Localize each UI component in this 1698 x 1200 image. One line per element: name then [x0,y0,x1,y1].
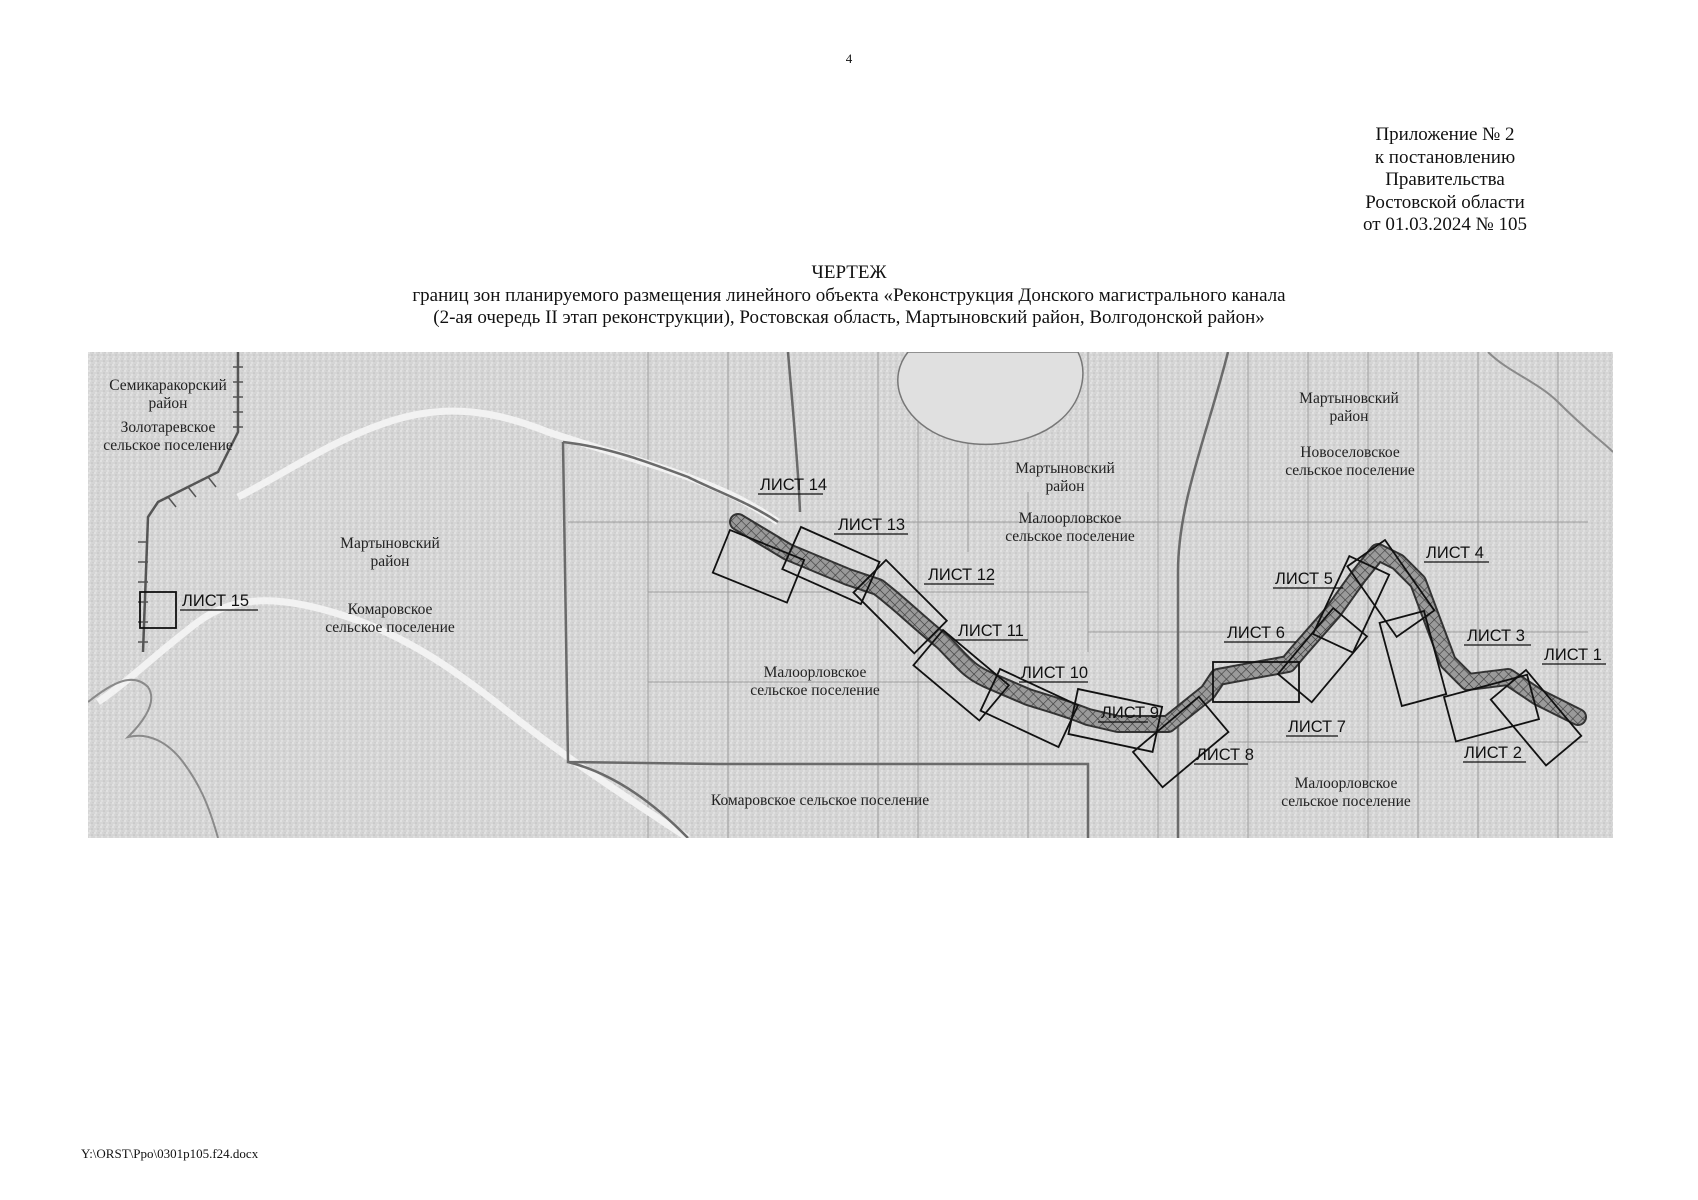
svg-text:сельское поселение [325,619,455,636]
area-label: Комаровское [347,601,433,618]
svg-text:Мартыновский [1015,460,1115,477]
sheet-label-8: ЛИСТ 8 [1196,746,1254,764]
svg-text:Малоорловское [764,664,867,681]
area-label: Малоорловское [1294,775,1398,792]
svg-text:сельское поселение [750,682,880,699]
appendix-line: к постановлению [1374,146,1516,168]
area-label: сельское поселение [325,619,455,636]
appendix-line: Приложение № 2 [1375,124,1515,145]
svg-text:Мартыновский [340,535,440,552]
svg-text:ЛИСТ 14 [760,476,827,494]
area-label: сельское поселение [1285,462,1415,479]
title-line: границ зон планируемого размещения линейного объекта «Реконструкция Донского магистрального канала [412,284,1286,306]
svg-text:Золотаревское [121,419,216,436]
title-line: (2-ая очередь II этап реконструкции), Ростовская область, Мартыновский район, Волгодонской район» [433,307,1265,328]
appendix-line: Ростовской области [1365,191,1525,213]
area-label: Малоорловское [1018,510,1122,527]
sheet-label-13: ЛИСТ 13 [838,516,906,534]
appendix-date: от 01.03.2024 № 105 [1363,214,1527,235]
area-label: Семикаракорский [109,377,227,394]
svg-text:сельское поселение [1281,793,1411,810]
area-label: Новоселовское [1300,444,1400,461]
sheet-label-4: ЛИСТ 4 [1426,544,1484,562]
area-label: сельское поселение [103,437,233,454]
svg-text:Комаровское сельское поселение [711,792,929,809]
appendix-block [1340,124,1550,237]
page-number: 4 [845,51,853,66]
svg-text:район [1330,408,1369,425]
area-label: Золотаревское [120,419,216,436]
appendix-line: Правительства [1385,169,1505,190]
svg-text:район [371,553,410,570]
area-label: район [1329,408,1369,425]
sheet-label-14: ЛИСТ 14 [760,476,828,494]
area-label: район [148,395,188,412]
area-label: сельское поселение [1005,528,1135,545]
title-heading: ЧЕРТЕЖ [811,262,887,283]
svg-text:Малоорловское [1295,775,1398,792]
sheet-label-2: ЛИСТ 2 [1464,744,1522,762]
area-label: Мартыновский [1299,390,1399,407]
svg-text:ЛИСТ 11 [958,622,1024,640]
area-label: район [370,553,410,570]
svg-text:ЛИСТ 4 [1426,544,1484,562]
svg-text:ЛИСТ 1 [1544,646,1602,664]
area-label: Мартыновский [340,535,440,552]
sheet-label-6: ЛИСТ 6 [1227,624,1285,642]
svg-text:ЛИСТ 8 [1196,746,1254,764]
sheet-label-1: ЛИСТ 1 [1544,646,1602,664]
area-label: район [1045,478,1085,495]
sheet-label-15: ЛИСТ 15 [182,592,250,610]
area-label: сельское поселение [1281,793,1411,810]
sheet-label-5: ЛИСТ 5 [1275,570,1333,588]
svg-text:район [1046,478,1085,495]
sheet-label-3: ЛИСТ 3 [1467,627,1525,645]
area-label: Малоорловское [763,664,867,681]
document-title [0,262,1698,330]
svg-text:Новоселовское [1300,444,1400,461]
svg-text:сельское поселение [1285,462,1415,479]
svg-text:ЛИСТ 15 [182,592,249,610]
svg-text:сельское поселение [1005,528,1135,545]
svg-text:Семикаракорский [109,377,227,394]
svg-text:Мартыновский [1299,390,1399,407]
sheet-label-11: ЛИСТ 11 [958,622,1024,640]
sheet-label-12: ЛИСТ 12 [928,566,996,584]
sheet-label-7: ЛИСТ 7 [1288,718,1346,736]
svg-text:ЛИСТ 7 [1288,718,1346,736]
svg-text:Комаровское [348,601,433,618]
area-label: Мартыновский [1015,460,1115,477]
svg-text:сельское поселение [103,437,233,454]
area-label: сельское поселение [750,682,880,699]
sheet-label-10: ЛИСТ 10 [1021,664,1089,682]
svg-text:ЛИСТ 9 [1101,704,1159,722]
svg-text:ЛИСТ 13 [838,516,905,534]
map-drawing [88,352,1613,838]
area-label: Комаровское сельское поселение [710,792,930,809]
svg-text:ЛИСТ 12 [928,566,995,584]
svg-text:ЛИСТ 5 [1275,570,1333,588]
svg-text:район [149,395,188,412]
svg-text:ЛИСТ 3 [1467,627,1525,645]
svg-text:ЛИСТ 2 [1464,744,1522,762]
file-path-footer: Y:\ORST\Ppo\0301p105.f24.docx [81,1146,259,1161]
sheet-label-9: ЛИСТ 9 [1101,704,1159,722]
svg-text:Малоорловское [1019,510,1122,527]
svg-text:ЛИСТ 10 [1021,664,1088,682]
svg-text:ЛИСТ 6 [1227,624,1285,642]
